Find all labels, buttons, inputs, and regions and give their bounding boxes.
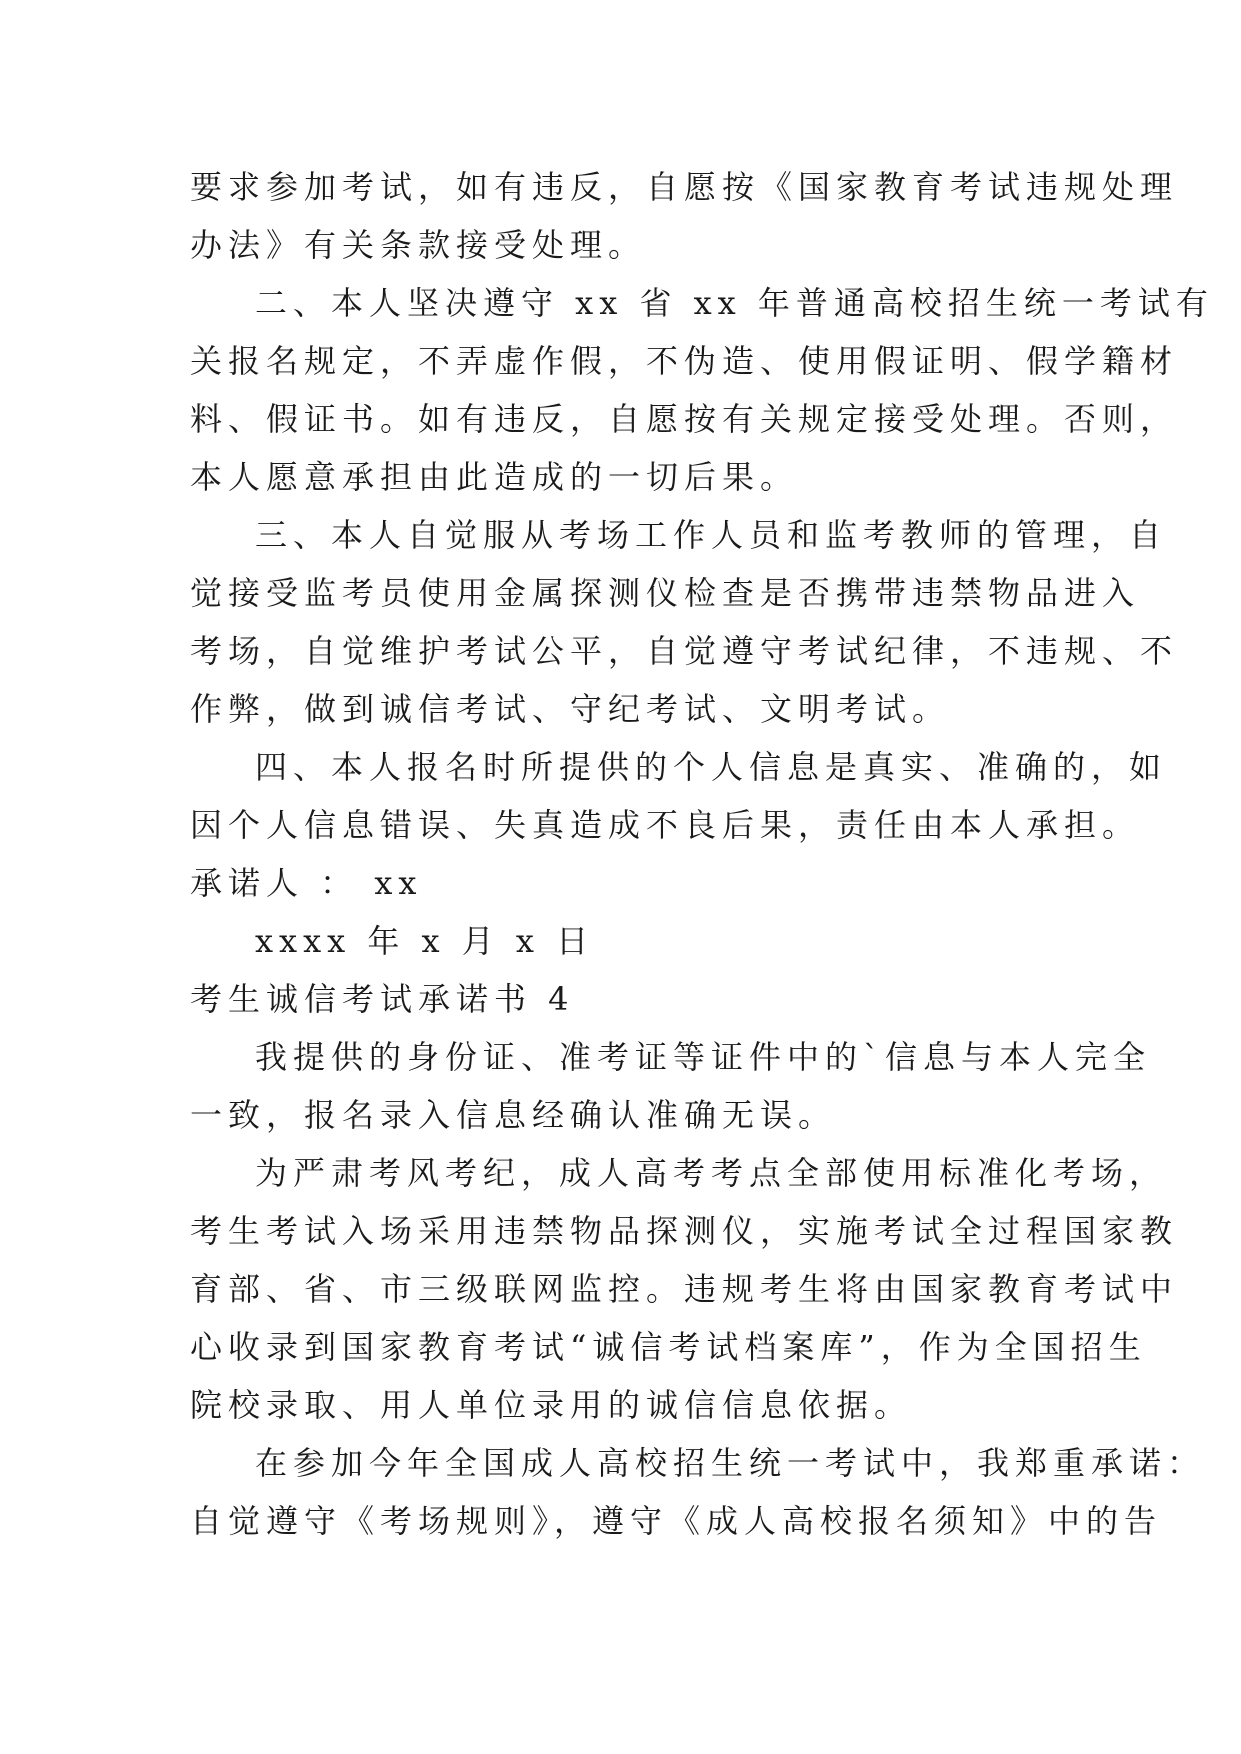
paragraph-start: 二、本人坚决遵守 xx 省 xx 年普通高校招生统一考试有 xyxy=(255,284,1214,322)
text-line: 关报名规定，不弄虚作假，不伪造、使用假证明、假学籍材 xyxy=(190,342,1179,380)
text-line: 作弊，做到诚信考试、守纪考试、文明考试。 xyxy=(190,690,951,728)
text-line: 考生考试入场采用违禁物品探测仪，实施考试全过程国家教 xyxy=(190,1212,1179,1250)
text-line: 自觉遵守《考场规则》，遵守《成人高校报名须知》中的告 xyxy=(190,1502,1163,1540)
date-line: xxxx 年 x 月 x 日 xyxy=(255,922,595,960)
paragraph-start: 我提供的身份证、准考证等证件中的`信息与本人完全 xyxy=(255,1038,1152,1076)
text-line: 一致，报名录入信息经确认准确无误。 xyxy=(190,1096,837,1134)
text-line: 因个人信息错误、失真造成不良后果，责任由本人承担。 xyxy=(190,806,1141,844)
text-line: 育部、省、市三级联网监控。违规考生将由国家教育考试中 xyxy=(190,1270,1179,1308)
text-line: 办法》有关条款接受处理。 xyxy=(190,226,647,264)
paragraph-start: 在参加今年全国成人高校招生统一考试中，我郑重承诺： xyxy=(255,1444,1206,1482)
signatory-line: 承诺人 ： xx xyxy=(190,864,423,902)
text-line: 本人愿意承担由此造成的一切后果。 xyxy=(190,458,799,496)
paragraph-start: 三、本人自觉服从考场工作人员和监考教师的管理，自 xyxy=(255,516,1168,554)
text-line: 料、假证书。如有违反，自愿按有关规定接受处理。否则， xyxy=(190,400,1179,438)
text-line: 考场，自觉维护考试公平，自觉遵守考试纪律，不违规、不 xyxy=(190,632,1179,670)
paragraph-start: 四、本人报名时所提供的个人信息是真实、准确的，如 xyxy=(255,748,1168,786)
paragraph-start: 为严肃考风考纪，成人高考考点全部使用标准化考场， xyxy=(255,1154,1168,1192)
text-line: 要求参加考试，如有违反，自愿按《国家教育考试违规处理 xyxy=(190,168,1179,206)
text-line: 心收录到国家教育考试“诚信考试档案库”，作为全国招生 xyxy=(190,1328,1147,1366)
section-title: 考生诚信考试承诺书 4 xyxy=(190,980,575,1018)
text-line: 觉接受监考员使用金属探测仪检查是否携带违禁物品进入 xyxy=(190,574,1141,612)
text-line: 院校录取、用人单位录用的诚信信息依据。 xyxy=(190,1386,913,1424)
